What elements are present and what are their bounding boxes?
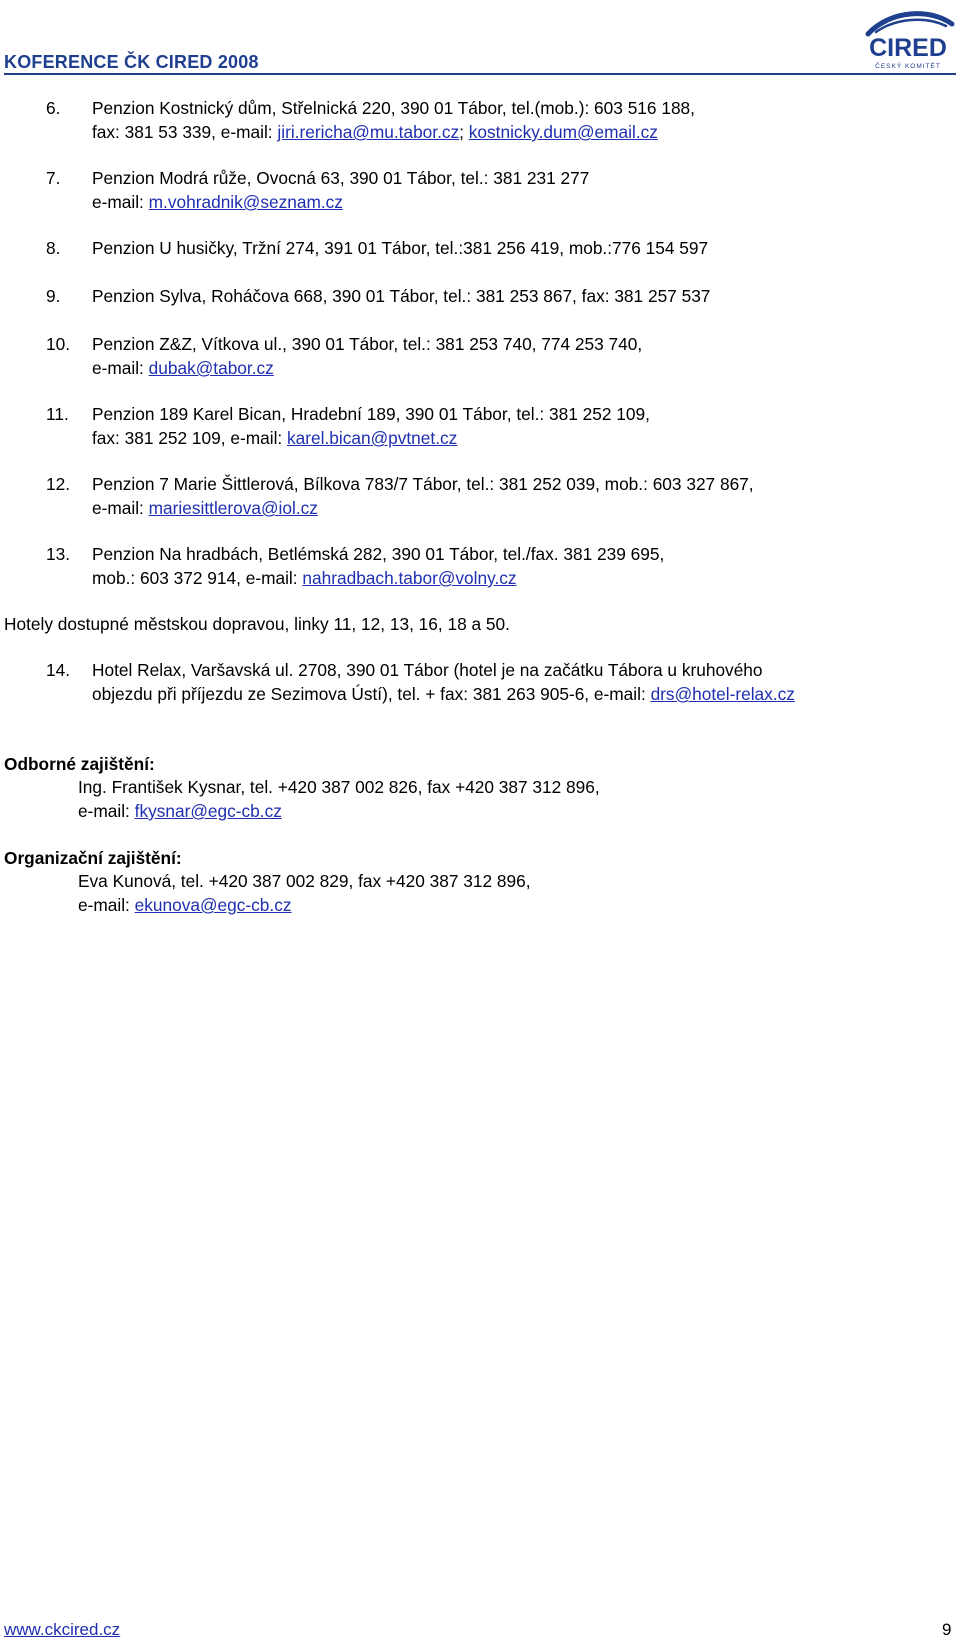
item-line: Penzion Z&Z, Vítkova ul., 390 01 Tábor, tel.: 381 253 740, 774 253 740, xyxy=(92,334,643,354)
email-link[interactable]: karel.bican@pvtnet.cz xyxy=(287,428,458,448)
item-line: Penzion Kostnický dům, Střelnická 220, 390 01 Tábor, tel.(mob.): 603 516 188, xyxy=(92,98,695,118)
contact-email-line xyxy=(78,799,282,823)
footer-website-link[interactable]: www.ckcired.cz xyxy=(4,1620,121,1639)
item-number: 11. xyxy=(46,404,69,424)
item-number: 14. xyxy=(46,660,71,680)
contact-prefix: mob.: 603 372 914, e-mail: xyxy=(92,568,303,588)
contact-prefix: e-mail: xyxy=(92,192,149,212)
svg-text:CIRED: CIRED xyxy=(869,34,947,62)
item-line: Penzion 7 Marie Šittlerová, Bílkova 783/7 Tábor, tel.: 381 252 039, mob.: 603 327 867, xyxy=(92,474,754,494)
page-number: 9 xyxy=(942,1620,952,1639)
item-line: Hotel Relax, Varšavská ul. 2708, 390 01 Tábor (hotel je na začátku Tábora u kruhového xyxy=(92,660,763,680)
contact-line: Ing. František Kysnar, tel. +420 387 002 826, fax +420 387 312 896, xyxy=(78,777,600,797)
contact-prefix: fax: 381 53 339, e-mail: xyxy=(92,122,278,142)
item-contact-line xyxy=(92,356,274,380)
email-link[interactable]: jiri.rericha@mu.tabor.cz xyxy=(277,122,460,142)
email-link[interactable]: drs@hotel-relax.cz xyxy=(650,684,795,704)
document-header-title: KOFERENCE ČK CIRED 2008 xyxy=(4,52,259,72)
email-link[interactable]: fkysnar@egc-cb.cz xyxy=(134,801,282,821)
item-line: Penzion Na hradbách, Betlémská 282, 390 01 Tábor, tel./fax. 381 239 695, xyxy=(92,544,665,564)
email-link[interactable]: mariesittlerova@iol.cz xyxy=(148,498,318,518)
contact-prefix: fax: 381 252 109, e-mail: xyxy=(92,428,288,448)
email-link[interactable]: m.vohradnik@seznam.cz xyxy=(148,192,343,212)
contact-prefix: objezdu při příjezdu ze Sezimova Ústí), tel. + fax: 381 263 905-6, e-mail: xyxy=(92,684,651,704)
contact-prefix: e-mail: xyxy=(78,801,135,821)
item-line: Penzion Modrá růže, Ovocná 63, 390 01 Tábor, tel.: 381 231 277 xyxy=(92,168,590,188)
contact-prefix: e-mail: xyxy=(78,895,135,915)
item-line: Penzion 189 Karel Bican, Hradební 189, 390 01 Tábor, tel.: 381 252 109, xyxy=(92,404,650,424)
item-contact-line xyxy=(92,682,795,706)
item-number: 8. xyxy=(46,238,61,258)
item-line: Penzion U husičky, Tržní 274, 391 01 Tábor, tel.:381 256 419, mob.:776 154 597 xyxy=(92,238,709,258)
email-link[interactable]: dubak@tabor.cz xyxy=(148,358,274,378)
contact-prefix: e-mail: xyxy=(92,498,149,518)
item-number: 7. xyxy=(46,168,61,188)
technical-support-heading: Odborné zajištění: xyxy=(4,754,155,774)
email-link[interactable]: nahradbach.tabor@volny.cz xyxy=(302,568,517,588)
hotels-heading: Hotely dostupné městskou dopravou, linky 11, 12, 13, 16, 18 a 50. xyxy=(4,614,510,634)
email-link[interactable]: kostnicky.dum@email.cz xyxy=(468,122,658,142)
separator: ; xyxy=(459,122,469,142)
contact-email-line xyxy=(78,893,292,917)
item-contact-line xyxy=(92,190,343,214)
item-contact-line xyxy=(92,566,517,590)
item-number: 10. xyxy=(46,334,71,354)
item-contact-line xyxy=(92,496,318,520)
cired-logo xyxy=(860,6,956,72)
svg-text:ČESKÝ KOMITÉT: ČESKÝ KOMITÉT xyxy=(875,63,941,70)
item-number: 6. xyxy=(46,98,61,118)
email-link[interactable]: ekunova@egc-cb.cz xyxy=(134,895,292,915)
item-contact-line xyxy=(92,120,658,144)
item-line: Penzion Sylva, Roháčova 668, 390 01 Tábor, tel.: 381 253 867, fax: 381 257 537 xyxy=(92,286,711,306)
item-number: 9. xyxy=(46,286,61,306)
item-contact-line xyxy=(92,426,457,450)
organization-support-heading: Organizační zajištění: xyxy=(4,848,182,868)
contact-line: Eva Kunová, tel. +420 387 002 829, fax +420 387 312 896, xyxy=(78,871,531,891)
item-number: 13. xyxy=(46,544,71,564)
contact-prefix: e-mail: xyxy=(92,358,149,378)
item-number: 12. xyxy=(46,474,71,494)
header-divider xyxy=(4,73,956,75)
